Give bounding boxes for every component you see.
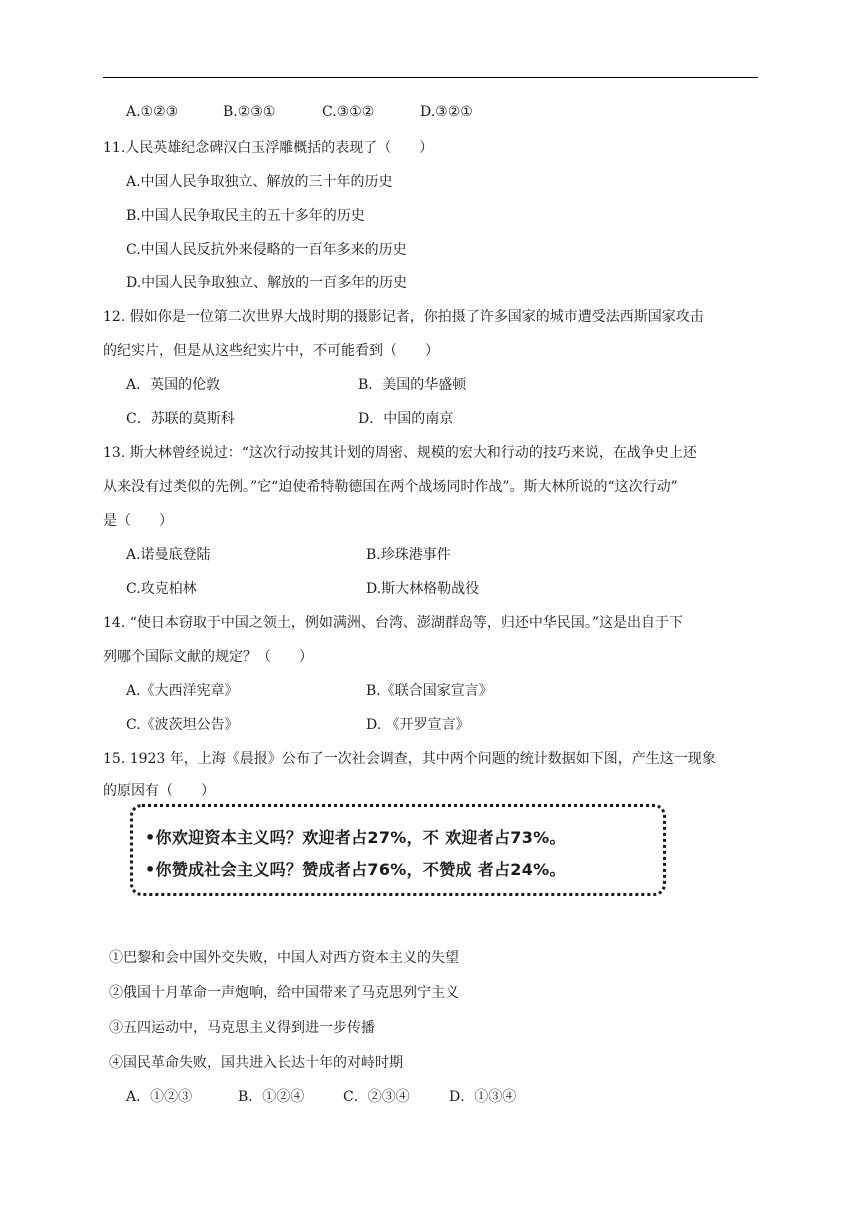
q14-option-b[interactable]: B.《联合国家宣言》: [366, 683, 493, 699]
q15-statement-1: ①巴黎和会中国外交失败，中国人对西方资本主义的失望: [109, 950, 459, 966]
q13-stem-line-1: 13. 斯大林曾经说过：“这次行动按其计划的周密、规模的宏大和行动的技巧来说，在战争史上还: [103, 445, 697, 461]
q13-option-d[interactable]: D.斯大林格勒战役: [366, 581, 480, 597]
q10-option-d[interactable]: D.③②①: [420, 104, 473, 120]
q10-option-c[interactable]: C.③①②: [322, 104, 375, 120]
q12-stem-line-1: 12. 假如你是一位第二次世界大战时期的摄影记者，你拍摄了许多国家的城市遭受法西斯国家攻击: [103, 309, 704, 325]
q14-option-c[interactable]: C.《波茨坦公告》: [126, 717, 239, 733]
q15-statement-2: ②俄国十月革命一声炮响，给中国带来了马克思列宁主义: [109, 985, 459, 1001]
q11-option-a[interactable]: A.中国人民争取独立、解放的三十年的历史: [126, 174, 393, 190]
q15-statement-4: ④国民革命失败，国共进入长达十年的对峙时期: [109, 1055, 403, 1071]
q11-option-d[interactable]: D.中国人民争取独立、解放的一百多年的历史: [126, 275, 408, 291]
q12-option-c[interactable]: C．苏联的莫斯科: [126, 411, 235, 427]
q11-option-c[interactable]: C.中国人民反抗外来侵略的一百年多来的历史: [126, 242, 407, 258]
q15-stem-line-2: 的原因有（ ）: [103, 783, 215, 799]
q15-stem-line-1: 15. 1923 年，上海《晨报》公布了一次社会调查，其中两个问题的统计数据如下图，产生这一现象: [103, 751, 716, 767]
q12-stem-line-2: 的纪实片，但是从这些纪实片中，不可能看到（ ）: [103, 343, 439, 359]
q15-option-a[interactable]: A．①②③: [126, 1089, 193, 1105]
q14-stem-line-1: 14. “使日本窃取于中国之领土，例如满洲、台湾、澎湖群岛等，归还中华民国。”这是出自于下: [103, 615, 684, 631]
q10-option-b[interactable]: B.②③①: [223, 104, 276, 120]
q14-stem-line-2: 列哪个国际文献的规定？（ ）: [103, 649, 313, 665]
q13-option-c[interactable]: C.攻克柏林: [126, 581, 197, 597]
q10-option-a[interactable]: A.①②③: [126, 104, 179, 120]
q11-option-b[interactable]: B.中国人民争取民主的五十多年的历史: [126, 208, 365, 224]
q15-statement-3: ③五四运动中，马克思主义得到进一步传播: [109, 1020, 375, 1036]
q13-stem-line-3: 是（ ）: [103, 513, 173, 529]
q11-stem: 11.人民英雄纪念碑汉白玉浮雕概括的表现了（ ）: [103, 140, 434, 156]
q14-option-a[interactable]: A.《大西洋宪章》: [126, 683, 239, 699]
q15-option-d[interactable]: D．①③④: [449, 1089, 517, 1105]
q13-option-b[interactable]: B.珍珠港事件: [366, 547, 451, 563]
survey-data-box: [130, 804, 666, 896]
q13-stem-line-2: 从来没有过类似的先例。”它“迫使希特勒德国在两个战场同时作战”。斯大林所说的“这次行动”: [103, 479, 678, 495]
q15-option-b[interactable]: B．①②④: [238, 1089, 305, 1105]
q13-option-a[interactable]: A.诺曼底登陆: [126, 547, 211, 563]
survey-line-socialism: •你赞成社会主义吗？赞成者占76%，不赞成 者占24%。: [145, 860, 566, 879]
q12-option-b[interactable]: B．美国的华盛顿: [358, 377, 467, 393]
q15-option-c[interactable]: C．②③④: [343, 1089, 410, 1105]
q14-option-d[interactable]: D. 《开罗宣言》: [366, 717, 470, 733]
header-rule: [103, 77, 758, 78]
q12-option-d[interactable]: D．中国的南京: [358, 411, 454, 427]
q12-option-a[interactable]: A．英国的伦敦: [126, 377, 221, 393]
survey-line-capitalism: •你欢迎资本主义吗？欢迎者占27%，不 欢迎者占73%。: [145, 828, 566, 847]
